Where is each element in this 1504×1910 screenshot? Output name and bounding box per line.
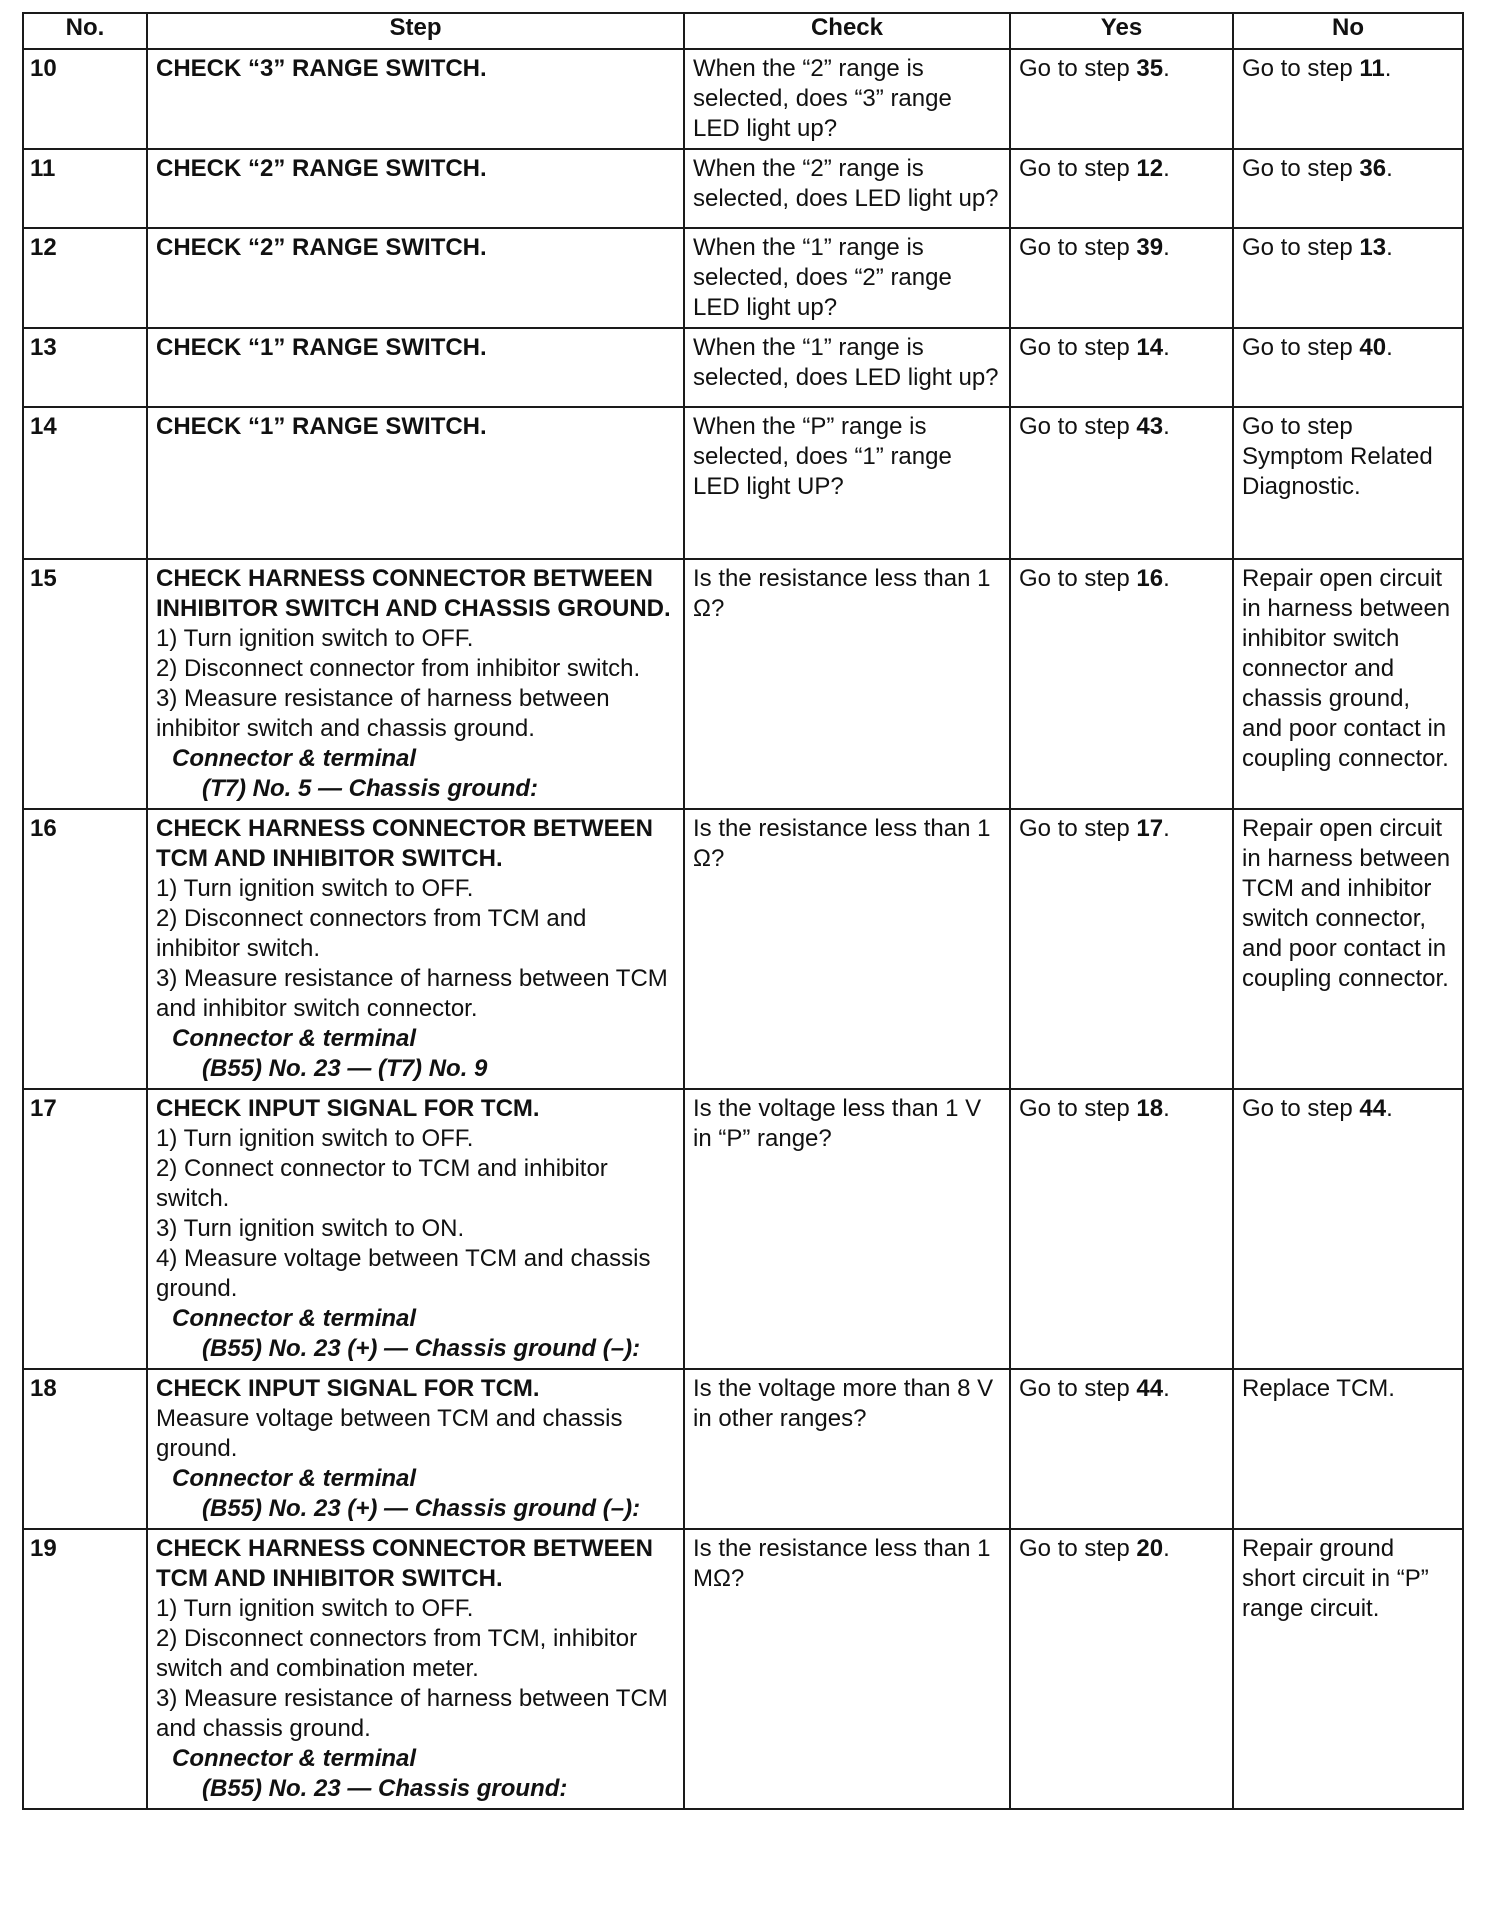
yes-goto-text: Go to step [1019, 1095, 1137, 1122]
no-suffix: . [1386, 1095, 1393, 1122]
step-instruction: Measure voltage between TCM and chassis ground. [156, 1405, 623, 1462]
step-number: 13 [23, 328, 147, 407]
yes-step-number: 18 [1136, 1095, 1164, 1122]
step-cell [147, 1369, 684, 1529]
yes-step-number: 20 [1136, 1535, 1164, 1562]
header-no-col: No [1233, 13, 1463, 49]
no-suffix: . [1386, 334, 1393, 361]
check-cell: When the “1” range is selected, does “2” range LED light up? [684, 228, 1010, 328]
header-no: No. [23, 13, 147, 49]
step-title: CHECK HARNESS CONNECTOR BETWEEN INHIBITOR SWITCH AND CHASSIS GROUND. [156, 565, 671, 622]
yes-step-number: 17 [1136, 815, 1164, 842]
yes-cell [1010, 328, 1233, 407]
yes-goto-text: Go to step [1019, 155, 1137, 182]
step-cell [147, 1089, 684, 1369]
check-cell: When the “2” range is selected, does LED light up? [684, 149, 1010, 228]
step-cell [147, 407, 684, 559]
no-cell [1233, 228, 1463, 328]
check-cell: Is the resistance less than 1 Ω? [684, 809, 1010, 1089]
step-cell [147, 559, 684, 809]
step-number: 12 [23, 228, 147, 328]
yes-goto-text: Go to step [1019, 565, 1137, 592]
no-step-number: 11 [1359, 55, 1385, 82]
no-cell [1233, 149, 1463, 228]
yes-suffix: . [1163, 55, 1170, 82]
yes-suffix: . [1163, 155, 1170, 182]
yes-suffix: . [1163, 334, 1170, 361]
step-instruction: 2) Connect connector to TCM and inhibitor switch. [156, 1155, 608, 1212]
step-cell [147, 228, 684, 328]
header-yes: Yes [1010, 13, 1233, 49]
step-cell [147, 809, 684, 1089]
no-cell [1233, 1529, 1463, 1809]
no-text: Repair ground short circuit in “P” range circuit. [1242, 1535, 1429, 1622]
yes-suffix: . [1163, 1375, 1170, 1402]
step-cell [147, 49, 684, 149]
yes-cell [1010, 1369, 1233, 1529]
yes-step-number: 44 [1136, 1375, 1164, 1402]
yes-suffix: . [1163, 1535, 1170, 1562]
no-text: Go to step Symptom Related Diagnostic. [1242, 413, 1433, 500]
no-step-number: 44 [1359, 1095, 1387, 1122]
connector-terminal: (T7) No. 5 — Chassis ground: [202, 775, 539, 802]
step-number: 15 [23, 559, 147, 809]
step-number: 10 [23, 49, 147, 149]
step-instruction: 2) Disconnect connector from inhibitor switch. [156, 655, 641, 682]
no-cell [1233, 49, 1463, 149]
step-cell [147, 149, 684, 228]
step-instruction: 1) Turn ignition switch to OFF. [156, 1125, 474, 1152]
table-row [23, 328, 1463, 407]
no-text: Repair open circuit in harness between inhibitor switch connector and chassis ground, and poor contact in coupling connector. [1242, 565, 1451, 772]
yes-goto-text: Go to step [1019, 55, 1137, 82]
no-cell [1233, 407, 1463, 559]
step-title: CHECK INPUT SIGNAL FOR TCM. [156, 1375, 540, 1402]
step-title: CHECK INPUT SIGNAL FOR TCM. [156, 1095, 540, 1122]
step-title: CHECK “2” RANGE SWITCH. [156, 155, 487, 182]
connector-terminal: (B55) No. 23 — (T7) No. 9 [202, 1055, 488, 1082]
yes-goto-text: Go to step [1019, 234, 1137, 261]
yes-goto-text: Go to step [1019, 1535, 1137, 1562]
step-instruction: 1) Turn ignition switch to OFF. [156, 625, 474, 652]
step-instruction: 1) Turn ignition switch to OFF. [156, 875, 474, 902]
connector-terminal: (B55) No. 23 (+) — Chassis ground (–): [202, 1335, 641, 1362]
yes-cell [1010, 1529, 1233, 1809]
yes-goto-text: Go to step [1019, 815, 1137, 842]
step-title: CHECK “2” RANGE SWITCH. [156, 234, 487, 261]
table-row [23, 407, 1463, 559]
no-cell [1233, 1089, 1463, 1369]
no-suffix: . [1386, 155, 1393, 182]
yes-goto-text: Go to step [1019, 1375, 1137, 1402]
no-step-number: 13 [1359, 234, 1387, 261]
table-row [23, 1089, 1463, 1369]
connector-terminal: (B55) No. 23 — Chassis ground: [202, 1775, 568, 1802]
step-instruction: 3) Measure resistance of harness between TCM and inhibitor switch connector. [156, 965, 668, 1022]
table-body [23, 49, 1463, 1809]
table-row [23, 1529, 1463, 1809]
header-check: Check [684, 13, 1010, 49]
table-row [23, 559, 1463, 809]
no-step-number: 40 [1359, 334, 1387, 361]
no-suffix: . [1386, 234, 1393, 261]
step-instruction: 3) Measure resistance of harness between TCM and chassis ground. [156, 1685, 668, 1742]
yes-cell [1010, 407, 1233, 559]
no-text: Go to step [1242, 334, 1360, 361]
table-row [23, 1369, 1463, 1529]
table-row [23, 228, 1463, 328]
yes-goto-text: Go to step [1019, 334, 1137, 361]
step-title: CHECK HARNESS CONNECTOR BETWEEN TCM AND INHIBITOR SWITCH. [156, 815, 653, 872]
check-cell: When the “P” range is selected, does “1” range LED light UP? [684, 407, 1010, 559]
step-number: 11 [23, 149, 147, 228]
check-cell: When the “2” range is selected, does “3” range LED light up? [684, 49, 1010, 149]
step-cell [147, 328, 684, 407]
connector-heading: Connector & terminal [172, 1465, 417, 1492]
yes-cell [1010, 1089, 1233, 1369]
yes-cell [1010, 228, 1233, 328]
no-cell [1233, 559, 1463, 809]
connector-terminal: (B55) No. 23 (+) — Chassis ground (–): [202, 1495, 641, 1522]
diagnostic-table-sheet [22, 12, 1462, 1810]
step-instruction: 4) Measure voltage between TCM and chassis ground. [156, 1245, 651, 1302]
check-cell: Is the resistance less than 1 MΩ? [684, 1529, 1010, 1809]
step-instruction: 3) Turn ignition switch to ON. [156, 1215, 465, 1242]
yes-cell [1010, 809, 1233, 1089]
yes-cell [1010, 559, 1233, 809]
check-cell: Is the voltage less than 1 V in “P” range? [684, 1089, 1010, 1369]
step-instruction: 2) Disconnect connectors from TCM and inhibitor switch. [156, 905, 587, 962]
step-title: CHECK “1” RANGE SWITCH. [156, 413, 487, 440]
check-cell: When the “1” range is selected, does LED light up? [684, 328, 1010, 407]
table-row [23, 149, 1463, 228]
yes-step-number: 35 [1136, 55, 1164, 82]
header-step: Step [147, 13, 684, 49]
yes-suffix: . [1163, 565, 1170, 592]
yes-step-number: 39 [1136, 234, 1164, 261]
connector-heading: Connector & terminal [172, 1745, 417, 1772]
step-title: CHECK HARNESS CONNECTOR BETWEEN TCM AND INHIBITOR SWITCH. [156, 1535, 653, 1592]
step-instruction: 2) Disconnect connectors from TCM, inhibitor switch and combination meter. [156, 1625, 638, 1682]
yes-suffix: . [1163, 413, 1170, 440]
no-text: Replace TCM. [1242, 1375, 1395, 1402]
no-cell [1233, 809, 1463, 1089]
no-text: Go to step [1242, 1095, 1360, 1122]
step-number: 18 [23, 1369, 147, 1529]
yes-suffix: . [1163, 234, 1170, 261]
yes-suffix: . [1163, 815, 1170, 842]
yes-cell [1010, 49, 1233, 149]
yes-step-number: 16 [1136, 565, 1164, 592]
yes-suffix: . [1163, 1095, 1170, 1122]
connector-heading: Connector & terminal [172, 745, 417, 772]
step-number: 19 [23, 1529, 147, 1809]
step-title: CHECK “1” RANGE SWITCH. [156, 334, 487, 361]
header-row [23, 13, 1463, 49]
step-number: 14 [23, 407, 147, 559]
table-row [23, 809, 1463, 1089]
diagnostic-table [22, 12, 1464, 1810]
check-cell: Is the voltage more than 8 V in other ranges? [684, 1369, 1010, 1529]
yes-goto-text: Go to step [1019, 413, 1137, 440]
step-number: 16 [23, 809, 147, 1089]
no-text: Go to step [1242, 155, 1360, 182]
yes-step-number: 12 [1136, 155, 1164, 182]
no-text: Repair open circuit in harness between TCM and inhibitor switch connector, and poor contact in coupling connector. [1242, 815, 1451, 992]
step-number: 17 [23, 1089, 147, 1369]
no-step-number: 36 [1359, 155, 1387, 182]
no-cell [1233, 1369, 1463, 1529]
step-title: CHECK “3” RANGE SWITCH. [156, 55, 487, 82]
yes-step-number: 14 [1136, 334, 1164, 361]
table-row [23, 49, 1463, 149]
step-cell [147, 1529, 684, 1809]
yes-step-number: 43 [1136, 413, 1164, 440]
no-text: Go to step [1242, 55, 1360, 82]
connector-heading: Connector & terminal [172, 1025, 417, 1052]
no-cell [1233, 328, 1463, 407]
connector-heading: Connector & terminal [172, 1305, 417, 1332]
no-text: Go to step [1242, 234, 1360, 261]
step-instruction: 3) Measure resistance of harness between inhibitor switch and chassis ground. [156, 685, 610, 742]
no-suffix: . [1384, 55, 1392, 82]
yes-cell [1010, 149, 1233, 228]
step-instruction: 1) Turn ignition switch to OFF. [156, 1595, 474, 1622]
check-cell: Is the resistance less than 1 Ω? [684, 559, 1010, 809]
